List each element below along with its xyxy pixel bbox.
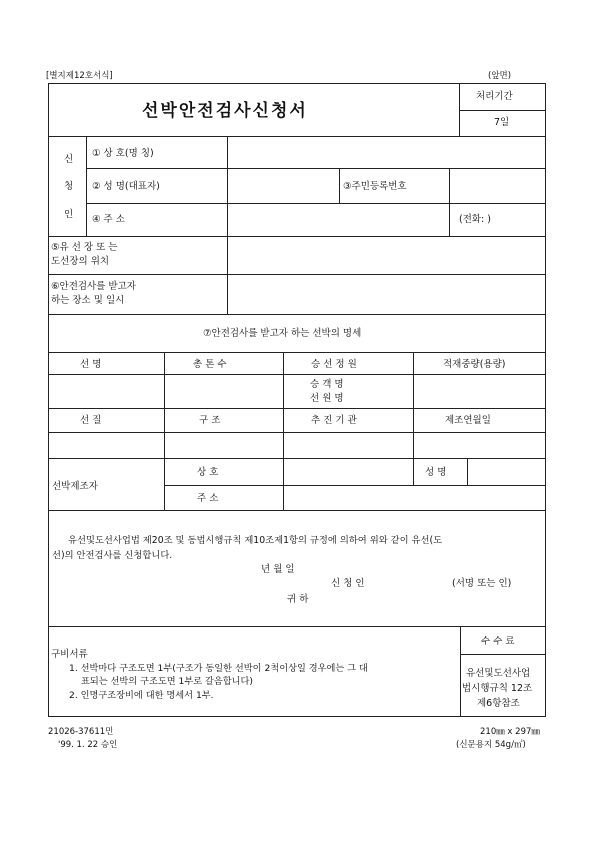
location-label-line1: ⑤유 선 장 또 는 <box>51 242 118 253</box>
document-item-1-line-1: 1. 선박마다 구조도면 1부(구조가 동일한 선박이 2척이상일 경우에는 그 대 <box>69 663 368 674</box>
paper-type: (신문용지 54g/㎡) <box>456 740 526 750</box>
resident-number-label: ③주민등록번호 <box>343 181 407 192</box>
tonnage-field[interactable] <box>165 375 282 407</box>
page-side-label: (앞면) <box>488 71 512 81</box>
representative-field[interactable] <box>228 169 338 202</box>
applicant-side-char-2: 청 <box>64 181 74 192</box>
document-item-2: 2. 인명구조장비에 대한 명세서 1부. <box>69 690 214 701</box>
load-weight-header: 적재중량(용량) <box>443 359 506 370</box>
maker-person-field[interactable] <box>468 459 545 484</box>
address-field[interactable] <box>228 204 448 235</box>
propulsion-field[interactable] <box>284 433 412 457</box>
processing-period-value: 7일 <box>494 117 510 128</box>
fee-line-3: 제6항참조 <box>477 698 520 709</box>
documents-title: 구비서류 <box>51 649 88 660</box>
ship-details-heading: ⑦안전검사를 받고자 하는 선박의 명세 <box>203 328 362 339</box>
form-number: [별지제12호서식] <box>46 71 113 81</box>
ship-maker-label: 선박제조자 <box>52 481 98 492</box>
inspection-place-field[interactable] <box>228 275 545 313</box>
business-name-label: ① 상 호(명 칭) <box>92 148 154 159</box>
processing-period-label: 처리기간 <box>476 91 513 102</box>
fee-line-2: 법시행규칙 12조 <box>462 683 533 694</box>
load-weight-field[interactable] <box>414 375 545 407</box>
application-date: 년 월 일 <box>261 564 295 575</box>
applicant-sign-label: 신 청 인 <box>331 578 365 589</box>
phone-label: (전화: ) <box>459 214 491 225</box>
form-code: 21026-37611민 <box>48 727 114 737</box>
document-item-1-line-2: 표되는 선박의 구조도면 1부로 갈음합니다) <box>81 676 253 687</box>
structure-header: 구 조 <box>199 415 221 426</box>
maker-person-label: 성 명 <box>425 467 447 478</box>
addressee-label: 귀 하 <box>287 594 309 605</box>
maker-address-label: 주 소 <box>197 493 219 504</box>
crew-capacity: 선 원 명 <box>310 393 344 404</box>
tonnage-header: 총 톤 수 <box>193 359 227 370</box>
form-title: 선박안전검사신청서 <box>142 101 308 121</box>
maker-company-label: 상 호 <box>197 467 219 478</box>
fee-title: 수 수 료 <box>481 636 515 647</box>
representative-label: ② 성 명(대표자) <box>92 181 160 192</box>
ship-name-field[interactable] <box>49 375 163 407</box>
build-date-header: 제조연월일 <box>445 415 491 426</box>
resident-number-field[interactable] <box>450 169 545 202</box>
statement-line-2: 선)의 안전검사를 신청합니다. <box>52 550 173 561</box>
hull-material-header: 선 질 <box>80 415 102 426</box>
approval-date: '99. 1. 22 승인 <box>58 740 118 750</box>
ship-name-header: 선 명 <box>80 359 102 370</box>
business-name-field[interactable] <box>228 137 545 167</box>
build-date-field[interactable] <box>414 433 545 457</box>
maker-company-field[interactable] <box>284 459 412 484</box>
address-label: ④ 주 소 <box>92 214 125 225</box>
propulsion-header: 추 진 기 관 <box>311 415 357 426</box>
inspection-place-label-line1: ⑥안전검사를 받고자 <box>51 281 136 292</box>
capacity-header: 승 선 정 원 <box>311 359 357 370</box>
fee-line-1: 유선및도선사업 <box>466 668 531 679</box>
structure-field[interactable] <box>165 433 282 457</box>
statement-line-1: 유선및도선사업법 제20조 및 동법시행규칙 제10조제1항의 규정에 의하여 위와 같이 유선(도 <box>68 535 443 546</box>
applicant-side-char-1: 신 <box>64 154 74 165</box>
location-label-line2: 도선장의 위치 <box>51 256 110 267</box>
paper-size: 210㎜ x 297㎜ <box>480 727 540 737</box>
maker-address-field[interactable] <box>284 486 545 509</box>
inspection-place-label-line2: 하는 장소 및 일시 <box>51 295 125 306</box>
passenger-capacity: 승 객 명 <box>310 379 344 390</box>
applicant-side-char-3: 인 <box>64 209 74 220</box>
signature-note: (서명 또는 인) <box>452 578 512 589</box>
location-field[interactable] <box>228 237 545 273</box>
hull-material-field[interactable] <box>49 433 163 457</box>
